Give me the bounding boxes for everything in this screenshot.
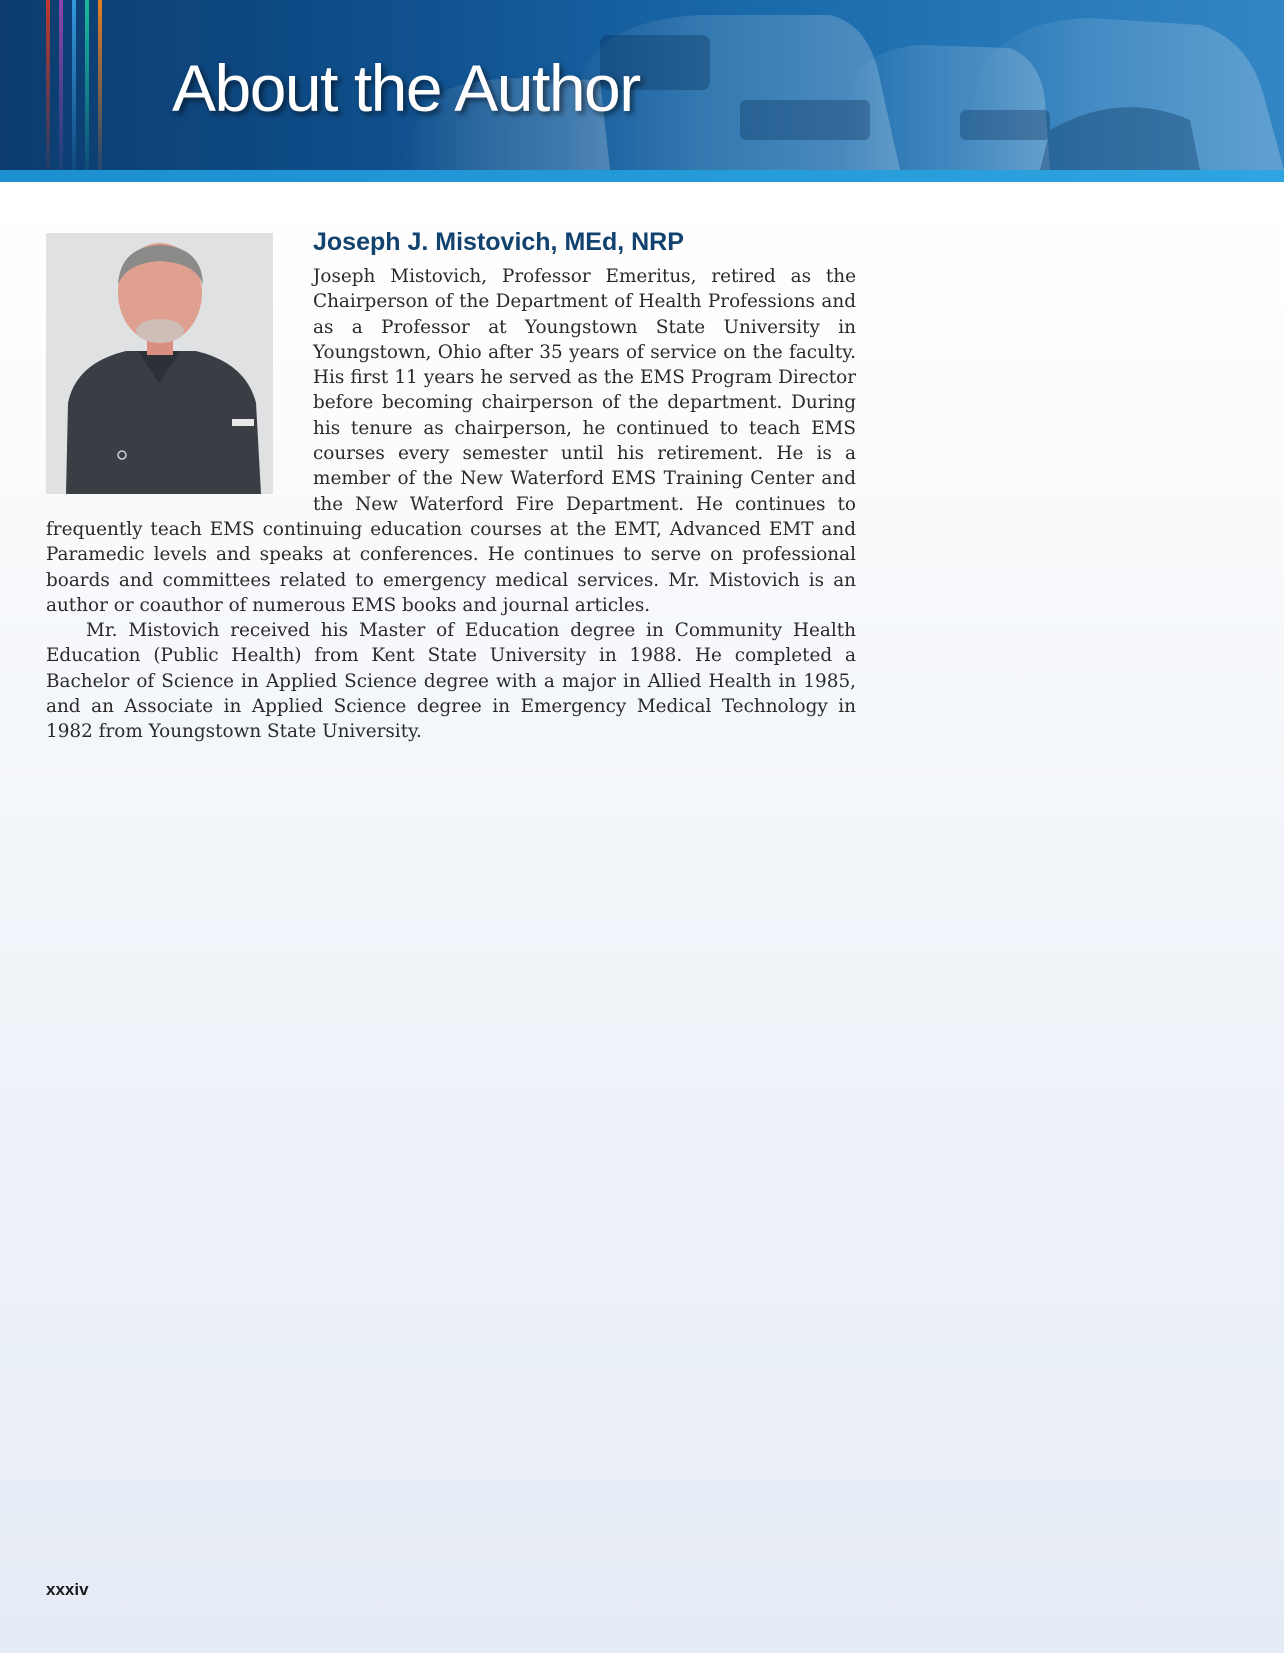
header-banner [0,0,1284,172]
author-name: Joseph J. Mistovich, MEd, NRP [313,228,684,256]
stripe-2 [59,0,63,170]
author-section [46,226,856,745]
stripe-1 [46,0,50,170]
author-photo [46,233,273,494]
stripe-3 [72,0,76,170]
bio-paragraph: Joseph Mistovich, Professor Emeritus, retired as the Chairperson of the Department of Health Professions and as a Professor at Youngstown State University in Youngstown, Ohio after 35 years of service on the faculty. His first 11 years he served as the EMS Program Director before becoming chairperson of the department. During his tenure as chairperson, he continued to teach EMS courses every semester until his retirement. He is a member of the New Waterford EMS Training Center and the New Waterford Fire Department. He continues to frequently teach EMS continuing education courses at the EMT, Advanced EMT and Paramedic levels and speaks at conferences. He continues to serve on professional boards and committees related to emergency medical services. Mr. Mistovich is an author or coauthor of numerous EMS books and journal articles. [46,266,856,616]
stripe-5 [98,0,102,170]
page-number: xxxiv [46,1580,89,1599]
page-title: About the Author [172,51,640,125]
header-rule [0,170,1284,182]
bio-paragraph: Mr. Mistovich received his Master of Education degree in Community Health Education (Public Health) from Kent State University in 1988. He completed a Bachelor of Science in Applied Science degree with a major in Allied Health in 1985, and an Associate in Applied Science degree in Emergency Medical Technology in 1982 from Youngstown State University. [46,620,856,743]
color-stripes [46,0,116,170]
stripe-4 [85,0,89,170]
